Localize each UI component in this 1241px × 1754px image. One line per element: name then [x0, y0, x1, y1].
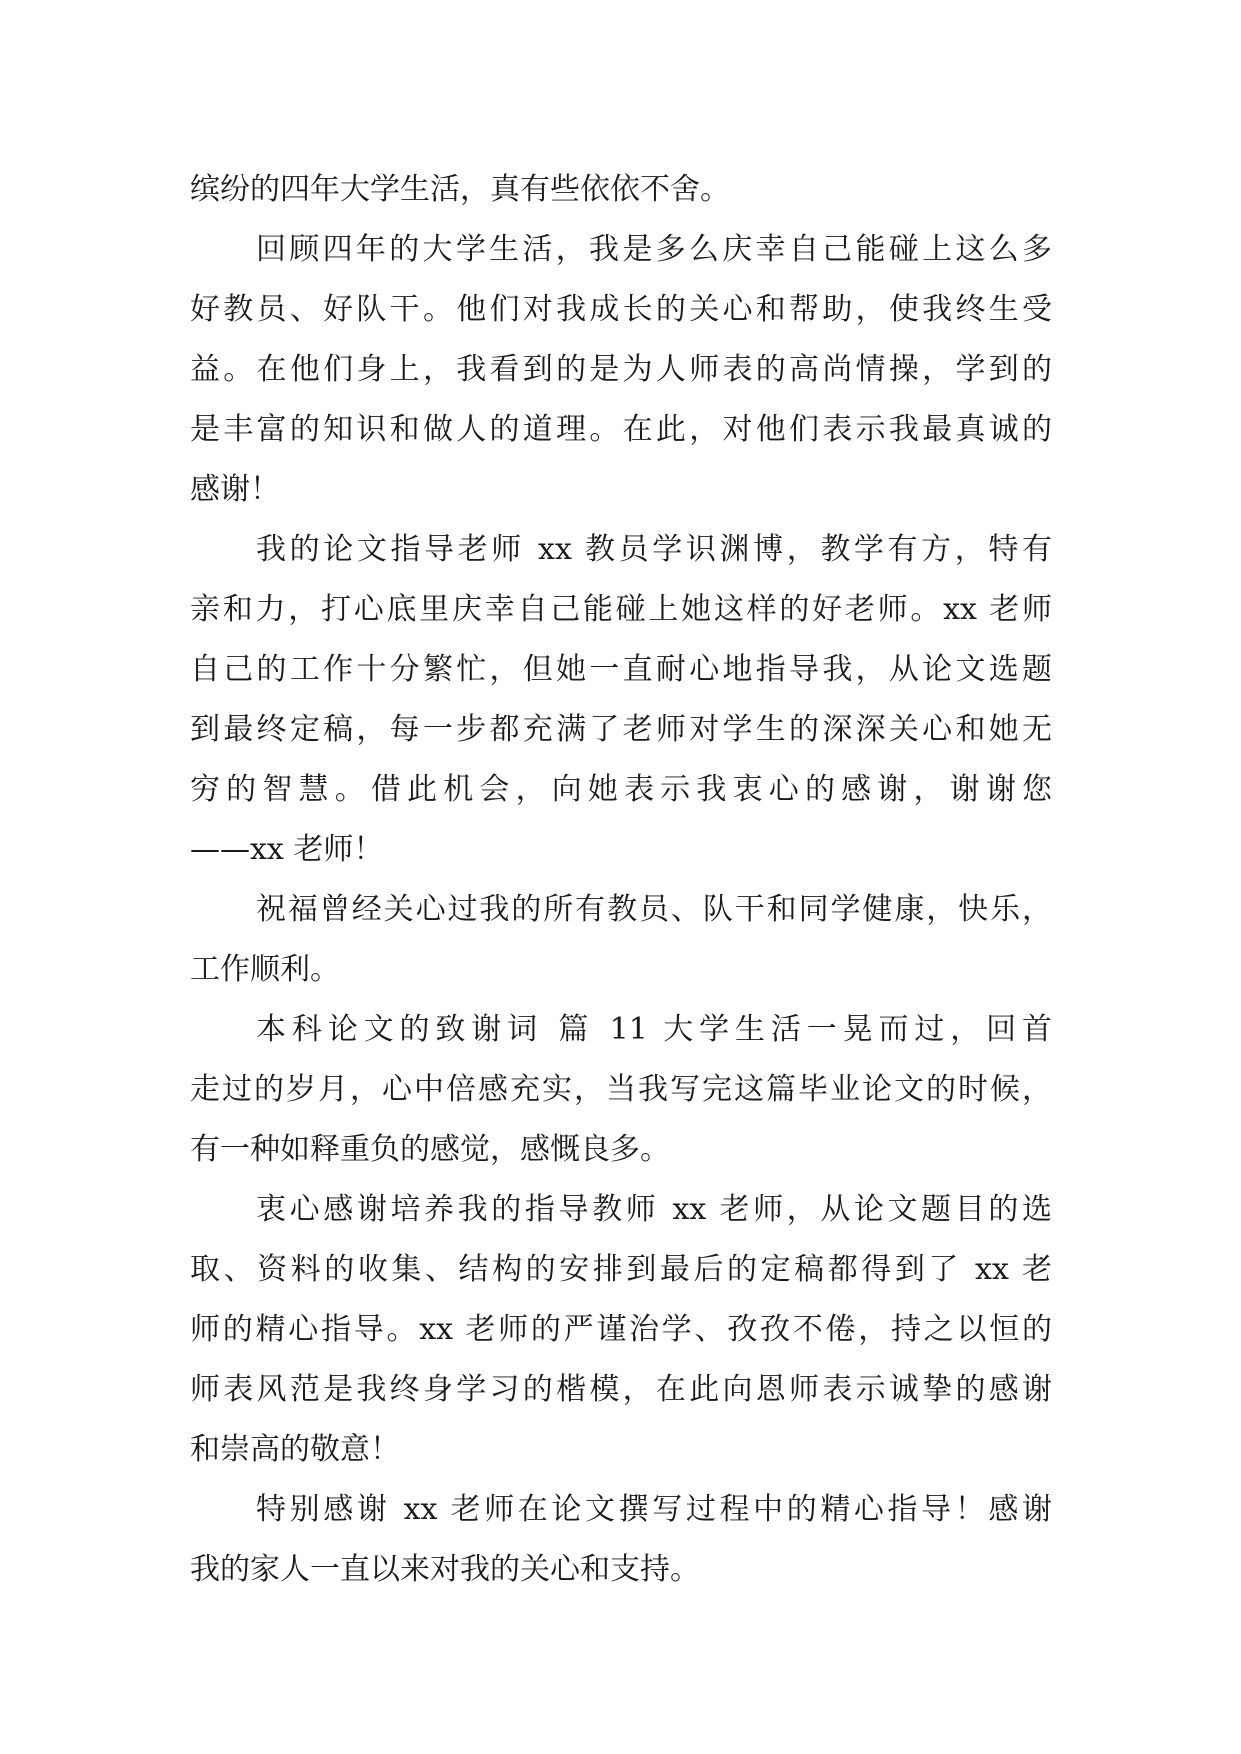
text-line: 好教员、好队干。他们对我成长的关心和帮助，使我终生受: [190, 292, 1052, 327]
text-line: 衷心感谢培养我的指导教师 xx 老师，从论文题目的选: [256, 1192, 1052, 1227]
text-line: 缤纷的四年大学生活，真有些依依不舍。: [190, 172, 730, 207]
text-line: 是丰富的知识和做人的道理。在此，对他们表示我最真诚的: [190, 412, 1052, 447]
text-line: 我的家人一直以来对我的关心和支持。: [190, 1552, 700, 1587]
document-body: [190, 160, 1052, 1600]
text-line: 和崇高的敬意！: [190, 1432, 400, 1467]
text-line: 走过的岁月，心中倍感充实，当我写完这篇毕业论文的时候，: [190, 1072, 1052, 1107]
text-line: 益。在他们身上，我看到的是为人师表的高尚情操，学到的: [190, 352, 1052, 387]
text-line: 感谢！: [190, 472, 280, 507]
text-line: 师表风范是我终身学习的楷模，在此向恩师表示诚挚的感谢: [190, 1372, 1052, 1407]
text-line: 回顾四年的大学生活，我是多么庆幸自己能碰上这么多: [256, 232, 1052, 267]
text-line: 自己的工作十分繁忙，但她一直耐心地指导我，从论文选题: [190, 652, 1052, 687]
text-line: 取、资料的收集、结构的安排到最后的定稿都得到了 xx 老: [190, 1252, 1052, 1287]
text-line: 本科论文的致谢词 篇 11 大学生活一晃而过，回首: [256, 1012, 1052, 1047]
text-line: 到最终定稿，每一步都充满了老师对学生的深深关心和她无: [190, 712, 1052, 747]
text-line: 亲和力，打心底里庆幸自己能碰上她这样的好老师。xx 老师: [190, 592, 1052, 627]
text-line: 工作顺利。: [190, 952, 340, 987]
text-line: 穷的智慧。借此机会，向她表示我衷心的感谢，谢谢您: [190, 772, 1052, 807]
text-line: 有一种如释重负的感觉，感慨良多。: [190, 1132, 670, 1167]
text-line: 祝福曾经关心过我的所有教员、队干和同学健康，快乐，: [256, 892, 1052, 927]
text-line: ——xx 老师！: [190, 832, 384, 867]
text-line: 特别感谢 xx 老师在论文撰写过程中的精心指导！感谢: [256, 1492, 1052, 1527]
text-line: 我的论文指导老师 xx 教员学识渊博，教学有方，特有: [256, 532, 1052, 567]
text-line: 师的精心指导。xx 老师的严谨治学、孜孜不倦，持之以恒的: [190, 1312, 1052, 1347]
